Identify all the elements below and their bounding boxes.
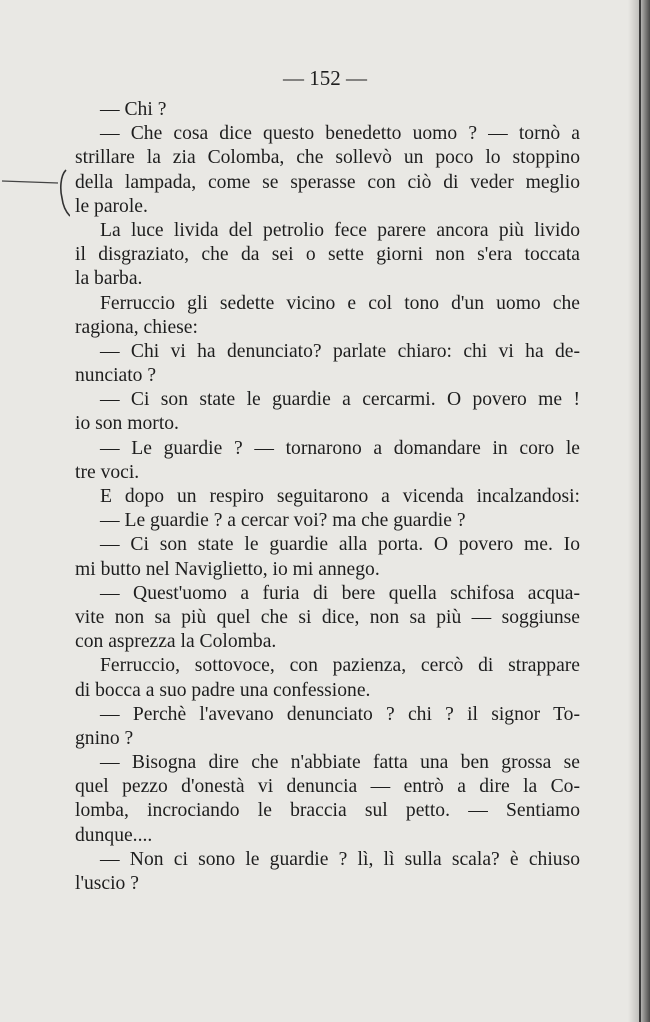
text-line: tre voci.	[75, 461, 140, 483]
text-line: — Chi ?	[100, 99, 167, 120]
text-line: — Le guardie ? a cercar voi? ma che guardie ?	[100, 510, 466, 532]
text-line: la barba.	[75, 268, 143, 290]
text-line: di bocca a suo padre una confessione.	[75, 679, 371, 701]
text-line: io son morto.	[75, 413, 179, 435]
text-line: Ferruccio gli sedette vicino e col tono d'un uomo che	[100, 292, 580, 314]
text-line: — Bisogna dire che n'abbiate fatta una ben grossa se	[100, 752, 580, 774]
page-edge-line	[639, 0, 641, 1022]
text-line: lomba, incrociando le braccia sul petto. — Sentiamo	[75, 800, 580, 822]
text-line: — Ci son state le guardie alla porta. O povero me. Io	[100, 534, 580, 556]
text-line: dunque....	[75, 824, 153, 846]
text-line: gnino ?	[75, 727, 134, 749]
margin-pencil-mark	[0, 166, 70, 218]
text-line: Ferruccio, sottovoce, con pazienza, cercò di strappare	[100, 655, 580, 677]
text-line: le parole.	[75, 195, 148, 217]
page-number: — 152 —	[283, 66, 367, 90]
text-line: l'uscio ?	[75, 873, 139, 894]
text-line: mi butto nel Naviglietto, io mi annego.	[75, 558, 380, 580]
text-line: — Perchè l'avevano denunciato ? chi ? il signor To-	[100, 703, 580, 725]
text-line: nunciato ?	[75, 365, 157, 387]
text-line: — Che cosa dice questo benedetto uomo ? — tornò a	[100, 123, 580, 145]
text-line: — Ci son state le guardie a cercarmi. O povero me !	[100, 389, 580, 411]
text-line: strillare la zia Colomba, che sollevò un poco lo stoppino	[75, 147, 580, 169]
text-line: — Non ci sono le guardie ? lì, lì sulla scala? è chiuso	[100, 848, 580, 870]
text-line: quel pezzo d'onestà vi denuncia — entrò a dire la Co-	[75, 776, 580, 798]
text-line: E dopo un respiro seguitarono a vicenda incalzandosi:	[100, 486, 580, 507]
text-line: della lampada, come se sperasse con ciò di veder meglio	[75, 171, 580, 193]
text-line: ragiona, chiese:	[75, 316, 198, 338]
text-line: — Chi vi ha denunciato? parlate chiaro: chi vi ha de-	[100, 340, 580, 362]
text-line: con asprezza la Colomba.	[75, 631, 277, 653]
text-line: vite non sa più quel che si dice, non sa più — soggiunse	[75, 606, 580, 628]
text-line: — Quest'uomo a furia di bere quella schifosa acqua-	[100, 582, 580, 604]
text-line: il disgraziato, che da sei o sette giorni non s'era toccata	[75, 244, 580, 266]
body-text	[75, 98, 580, 896]
text-line: — Le guardie ? — tornarono a domandare in coro le	[100, 437, 580, 459]
text-line: La luce livida del petrolio fece parere ancora più livido	[100, 219, 580, 241]
